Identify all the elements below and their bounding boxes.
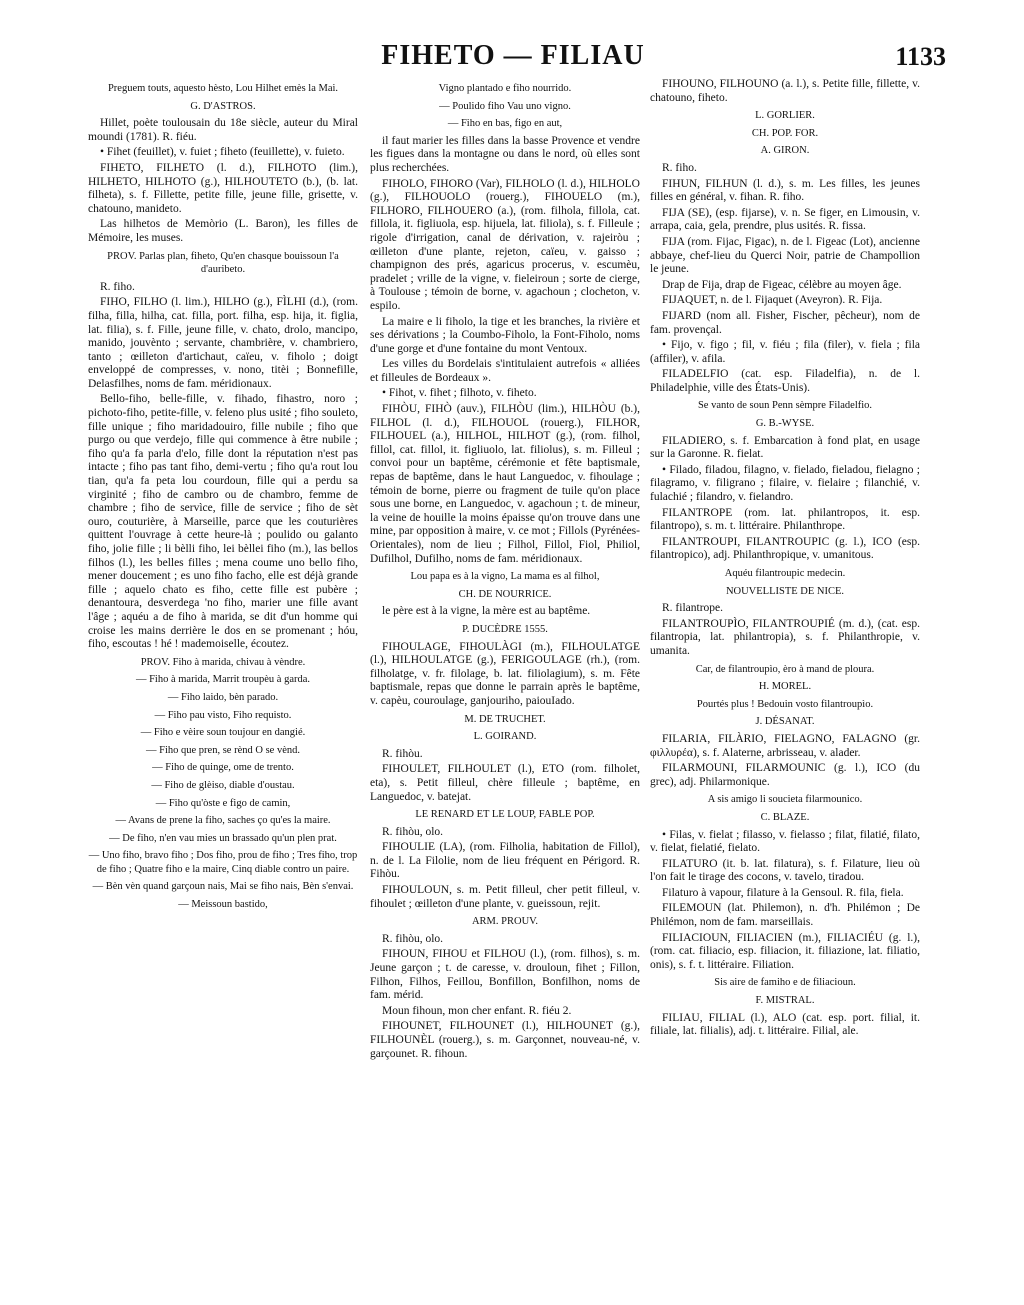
dictionary-entry: Las hilhetos de Memòrio (L. Baron), les filles de Mémoire, les muses.: [88, 218, 358, 244]
quotation: — Fiho e vèire soun toujour en dangié.: [140, 727, 306, 739]
quotation: — Fiho laido, bèn parado.: [167, 691, 279, 703]
quotation: G. D'ASTROS.: [190, 100, 256, 112]
quotation: L. GORLIER.: [755, 110, 815, 122]
dictionary-entry: FIJA (SE), (esp. fijarse), v. n. Se figer, en Limousin, v. arrapa, caia, gela, prendre, plus usités. R. fissa.: [650, 206, 920, 233]
quotation: NOUVELLISTE DE NICE.: [725, 585, 845, 597]
dictionary-entry: FIHÒU, FIHÒ (auv.), FILHÒU (lim.), HILHÒU (b.), FILHOL (l. d.), FILHOUOL (rouerg.), FILHOR, FILHOUEL (a.), HILHOL, HILHOT (g.), (rom. filhol, fillol, cat. fillol, it. figliuolo, lat. filiolus), s. m. Filleul ; convoi pour un baptême, cérémonie et fête baptismale, repas de baptême, dans le haut Languedoc, v. fihoulage ; témoin de borne, pierre ou fragment de tuile qu'on place sous une borne, en Languedoc, v. agachoun ; t. de mineur, la veine de houille la moins épaisse qu'on trouve dans une mine, par opposition à maire, v. ce mot ; Fillols (Pyrénées-Orientales), nom de lieu ; Filhol, Fillol, Fiol, Philiol, Dufilhol, Dufilho, noms de fam. méridionaux.: [370, 403, 640, 565]
dictionary-entry: FIHUN, FILHUN (l. d.), s. m. Les filles, les jeunes filles en général, v. fihan. R. fiho.: [650, 177, 920, 204]
quotation: CH. POP. FOR.: [751, 127, 819, 139]
quotation: — Fiho qu'òste e figo de camin,: [155, 797, 291, 809]
dictionary-entry: FIHOULET, FILHOULET (l.), ETO (rom. filholet, eta), s. Petit filleul, chère filleule ; baptême, en Languedoc, v. batejat.: [370, 763, 640, 803]
dictionary-entry: Drap de Fija, drap de Figeac, célèbre au moyen âge.: [662, 278, 902, 291]
dictionary-entry: FILATURO (it. b. lat. filatura), s. f. Filature, lieu où l'on fait le tirage des cocons, v. tavelo, tiradou.: [650, 857, 920, 884]
dictionary-entry: Hillet, poète toulousain du 18e siècle, auteur du Miral moundi (1781). R. fiéu.: [88, 117, 358, 143]
dictionary-entry: R. fihòu.: [382, 747, 423, 760]
quotation: L. GOIRAND.: [473, 731, 537, 743]
dictionary-entry: FIHOLO, FIHORO (Var), FILHOLO (l. d.), HILHOLO (g.), FILHOUOLO (rouerg.), FIHOUELO (m.), FILHORO, FILHOUERO (a.), (rom. filhola, fillola, cat. fillola, it. figliuola, esp. hijuela, lat. filiola), s. f. Filleule ; rigole d'irrigation, canal de dérivation, v. rajeiròu ; œilleton d'une plante, rejeton, caïeu, v. gaisso ; champignon des prés, agaricus procerus, v. escumèu, pradelet ; vrille de la vigne, v. fieleiroun ; sorte de cierge, à Toulouse ; témoin de borne, v. agachoun ; clocheton, v. espilo.: [370, 177, 640, 312]
quotation: — Fiho que pren, se rènd O se vènd.: [146, 744, 300, 756]
quotation: Pourtés plus ! Bedouin vosto filantroupìo.: [696, 698, 874, 710]
dictionary-entry: • Fijo, v. figo ; fil, v. fiéu ; fila (filer), v. fiela ; fila (affiler), v. afila.: [650, 339, 920, 365]
dictionary-entry: R. fiho.: [662, 161, 697, 174]
quotation: — Fiho en bas, figo en aut,: [447, 118, 563, 130]
quotation: Lou papa es à la vigno, La mama es al filhol,: [410, 571, 600, 583]
running-title: FIHETO — FILIAU: [381, 40, 645, 71]
quotation: G. B.-WYSE.: [755, 418, 815, 430]
dictionary-entry: FILANTROPE (rom. lat. philantropos, it. esp. filantropo), s. m. t. littéraire. Philanthrope.: [650, 506, 920, 533]
dictionary-entry: • Filas, v. fielat ; filasso, v. fielasso ; filat, filatié, filato, v. fielat, fielatié, fielato.: [650, 828, 920, 855]
dictionary-entry: FIHETO, FILHETO (l. d.), FILHOTO (lim.), HILHETO, HILHOTO (g.), HILHOUTETO (b.), (b. lat. filheta), s. f. Fillette, petite fille, jeune fille, grisette, v. chatouno, manideto.: [88, 161, 358, 215]
quotation: — Fiho pau visto, Fiho requisto.: [154, 709, 292, 721]
dictionary-entry: FIJAQUET, n. de l. Fijaquet (Aveyron). R. Fija.: [662, 294, 883, 307]
quotation: C. BLAZE.: [760, 811, 810, 823]
column-2: [370, 78, 640, 1063]
dictionary-entry: La maire e li fiholo, la tige et les branches, la rivière et ses dérivations ; la Coumbo-Fiholo, la Font-Fiholo, noms d'une gorge et d'une fontaine du mont Ventoux.: [370, 315, 640, 355]
dictionary-entry: FILADELFIO (cat. esp. Filadelfia), n. de l. Philadelphie, ville des États-Unis).: [650, 368, 920, 394]
dictionary-entry: Les villes du Bordelais s'intitulaient autrefois « alliées et filleules de Bordeaux ».: [370, 358, 640, 384]
dictionary-entry: FILARIA, FILÀRIO, FIELAGNO, FALAGNO (gr. φιλλυρέα), s. f. Alaterne, arbrisseau, v. alader.: [650, 732, 920, 759]
dictionary-entry: Filaturo à vapour, filature à la Gensoul. R. fila, fiela.: [662, 886, 904, 899]
dictionary-entry: FILIACIOUN, FILIACIEN (m.), FILIACIÉU (g. l.), (rom. cat. filiacio, esp. filiacion, it. filiazione, lat. filiatio, onis), s. f. t. littéraire. Filiation.: [650, 931, 920, 971]
quotation: — Fiho de glèiso, diable d'oustau.: [151, 779, 295, 791]
quotation: A. GIRON.: [760, 145, 810, 157]
quotation: H. MOREL.: [758, 681, 812, 693]
quotation: Vigno plantado e fiho nourrido.: [438, 83, 572, 94]
quotation: A sis amigo li soucieta filarmounico.: [707, 794, 863, 806]
dictionary-entry: FIHO, FILHO (l. lim.), HILHO (g.), FÌLHI (d.), (rom. filha, filla, hilha, cat. filla, port. filha, esp. hija, it. figlia, lat. filia), s. f. Fille, jeune fille, v. chato, drolo, mancipo, manido, jouvènto ; servante, chambrière, v. chambriero, tanto ; œilleton d'artichaut, caïeu, v. fiholo ; doigt enveloppé de compresses, v. nono, titèi ; Bonnefille, Delasfilhes, noms de fam. méridionaux.: [88, 296, 358, 390]
dictionary-entry: FIHOUNET, FILHOUNET (l.), HILHOUNET (g.), FILHOUNÈL (rouerg.), s. m. Garçonnet, nouveau-né, v. garçounet. R. fihoun.: [370, 1020, 640, 1060]
column-1: [88, 78, 358, 916]
dictionary-entry: il faut marier les filles dans la basse Provence et vendre les figues dans la montagne ou dans le nord, où elles sont plus recherchées.: [370, 134, 640, 174]
dictionary-entry: FILIAU, FILIAL (l.), ALO (cat. esp. port. filial, it. filiale, lat. filialis), adj. t. littéraire. Filial, ale.: [650, 1011, 920, 1038]
dictionary-entry: FIHOULIE (LA), (rom. Filholia, habitation de Fillol), n. de l. La Filolie, nom de lieu fréquent en Périgord. R. Fihòu.: [370, 841, 640, 881]
quotation: — Fiho de quinge, ome de trento.: [152, 762, 294, 774]
column-3: [650, 78, 920, 1041]
dictionary-entry: FILANTROUPI, FILANTROUPIC (g. l.), ICO (esp. filantropico), adj. Philanthropique, v. umanitous.: [650, 535, 920, 562]
dictionary-entry: • Filado, filadou, filagno, v. fielado, fieladou, fielagno ; filagramo, v. filigrano ; filaire, v. fielaire ; filanchié, v. fulachié ; filandro, v. fielandro.: [650, 463, 920, 504]
dictionary-entry: FIJA (rom. Fijac, Figac), n. de l. Figeac (Lot), ancienne abbaye, chef-lieu du Querci Noir, patrie de Champollion le jeune.: [650, 235, 920, 276]
quotation: Aquéu filantroupic medecin.: [724, 568, 846, 579]
quotation: PROV. Fiho à marida, chivau à vèndre.: [140, 656, 306, 668]
quotation: — Meissoun bastido,: [178, 899, 268, 911]
dictionary-entry: FILADIERO, s. f. Embarcation à fond plat, en usage sur la Garonne. R. fielat.: [650, 434, 920, 461]
page-number: 1133: [895, 42, 946, 71]
dictionary-entry: FIHOUN, FIHOU et FILHOU (l.), (rom. filhos), s. m. Jeune garçon ; t. de caresse, v. drouloun, fihet ; Fillon, Filhon, Filhos, Feillou, Bonfillon, Bonfilhon, noms de fam. mérid.: [370, 948, 640, 1002]
quotation: ARM. PROUV.: [471, 916, 539, 928]
dictionary-entry: • Fihot, v. fihet ; filhoto, v. fiheto.: [382, 387, 537, 400]
dictionary-entry: FILEMOUN (lat. Philemon), n. d'h. Philémon ; De Philémon, nom de fam. marseillais.: [650, 902, 920, 929]
dictionary-entry: FILARMOUNI, FILARMOUNIC (g. l.), ICO (du grec), adj. Philarmonique.: [650, 762, 920, 788]
dictionary-entry: Bello-fiho, belle-fille, v. fihado, fihastro, noro ; pichoto-fiho, petite-fille, v. feleno plus usité ; fiho souleto, fille unique ; fiho maridadouiro, fille nubile ; fiho que purgo ou que verdejo, fille qui commence à être nubile ; fiho qu'a fa parla d'elo, fille dont la réputation n'est pas intacte ; fiho pas tant fiho, demi-vertu ; fiho qu'a rout lou tian, qu'a fa peta lou courdoun, fille qui a perdu sa virginité ; fiho de cambro ou de chambro, femme de chambre ; fiho de servìce, fille de service ; fiho de sèt ouro, couturière, à Marseille, parce que les couturières quittent l'ouvrage à cette heure-là ; poulido ou galanto fiho, jolie fille ; li bèlli fiho, lei bèllei fiho (m.), las bellos filhos (l.), les belles filles ; mena coume uno bello fiho, mener doucement ; es uno fiho facho, elle est déjà grande fille ; aquelo chato es fiho, cette fille est pubère ; denantoura, desverdega 'no fiho, marier une fille avant l'âge ; aquéu a de fiho à marida, se dit d'un homme qui croise les mains derrière le dos en se promenant ; hóu, fiho, escoutas ! hé ! mademoiselle, écoutez.: [88, 393, 358, 651]
dictionary-entry: FIHOULAGE, FIHOULÀGI (m.), FILHOULATGE (l.), HILHOULATGE (g.), FERIGOULAGE (rh.), (rom. filholatge, v. fr. filolage, b. lat. filiolagium), s. m. Fête baptismale, repas que donne le parrain après le baptême, v. capèu, couroulage, ganjouriho, paiouIado.: [370, 640, 640, 707]
quotation: — De fiho, n'en vau mies un brassado qu'un plen prat.: [109, 832, 337, 844]
quotation: M. DE TRUCHET.: [464, 713, 546, 725]
quotation: — Fiho à marida, Marrit troupèu à garda.: [135, 674, 311, 686]
quotation: LE RENARD ET LE LOUP, FABLE POP.: [415, 809, 595, 821]
dictionary-entry: FIHOUNO, FILHOUNO (a. l.), s. Petite fille, fillette, v. chatouno, fiheto.: [650, 78, 920, 104]
dictionary-entry: R. fihòu, olo.: [382, 932, 444, 945]
dictionary-entry: R. fiho.: [100, 280, 135, 293]
quotation: — Poulido fiho Vau uno vigno.: [439, 100, 571, 112]
dictionary-entry: FIHOULOUN, s. m. Petit filleul, cher petit filleul, v. fihoulet ; œilleton d'une plante, v. gueissoun, rejit.: [370, 884, 640, 910]
quotation: P. DUCÈDRE 1555.: [462, 623, 548, 635]
quotation: Preguem touts, aquesto hèsto, Lou Hilhet emès la Mai.: [107, 83, 339, 94]
dictionary-entry: R. fihòu, olo.: [382, 825, 444, 838]
quotation: — Uno fiho, bravo fiho ; Dos fiho, prou de fiho ; Tres fiho, trop de fiho ; Quatre fiho e la maire, Cinq diable contro un paire.: [88, 850, 358, 875]
dictionary-entry: FIJARD (nom all. Fisher, Fischer, pêcheur), nom de fam. provençal.: [650, 309, 920, 336]
quotation: J. DÉSANAT.: [755, 716, 815, 728]
quotation: PROV. Parlas plan, fiheto, Qu'en chasque bouissoun l'a d'auribeto.: [107, 250, 339, 276]
quotation: Sis aire de famiho e de filiacioun.: [714, 977, 856, 989]
quotation: Car, de filantroupìo, èro à mand de ploura.: [695, 663, 875, 675]
quotation: F. MISTRAL.: [755, 995, 815, 1007]
quotation: — Bèn vèn quand garçoun nais, Mai se fiho nais, Bèn s'envai.: [92, 881, 354, 893]
quotation: CH. DE NOURRICE.: [458, 588, 552, 600]
dictionary-entry: FILANTROUPÌO, FILANTROUPIÉ (m. d.), (cat. esp. filantropia, lat. philantropia), s. f. Philanthropie, v. umanita.: [650, 617, 920, 657]
dictionary-entry: Moun fihoun, mon cher enfant. R. fiéu 2.: [382, 1004, 572, 1017]
dictionary-entry: R. filantrope.: [662, 602, 723, 615]
dictionary-entry: le père est à la vigne, la mère est au baptême.: [382, 605, 591, 618]
quotation: — Avans de prene la fiho, saches ço qu'es la maire.: [115, 815, 331, 827]
page-header: [80, 40, 946, 72]
quotation: Se vanto de soun Penn sèmpre Filadelfio.: [697, 400, 873, 412]
dictionary-entry: • Fihet (feuillet), v. fuiet ; fiheto (feuillette), v. fuieto.: [100, 146, 345, 159]
